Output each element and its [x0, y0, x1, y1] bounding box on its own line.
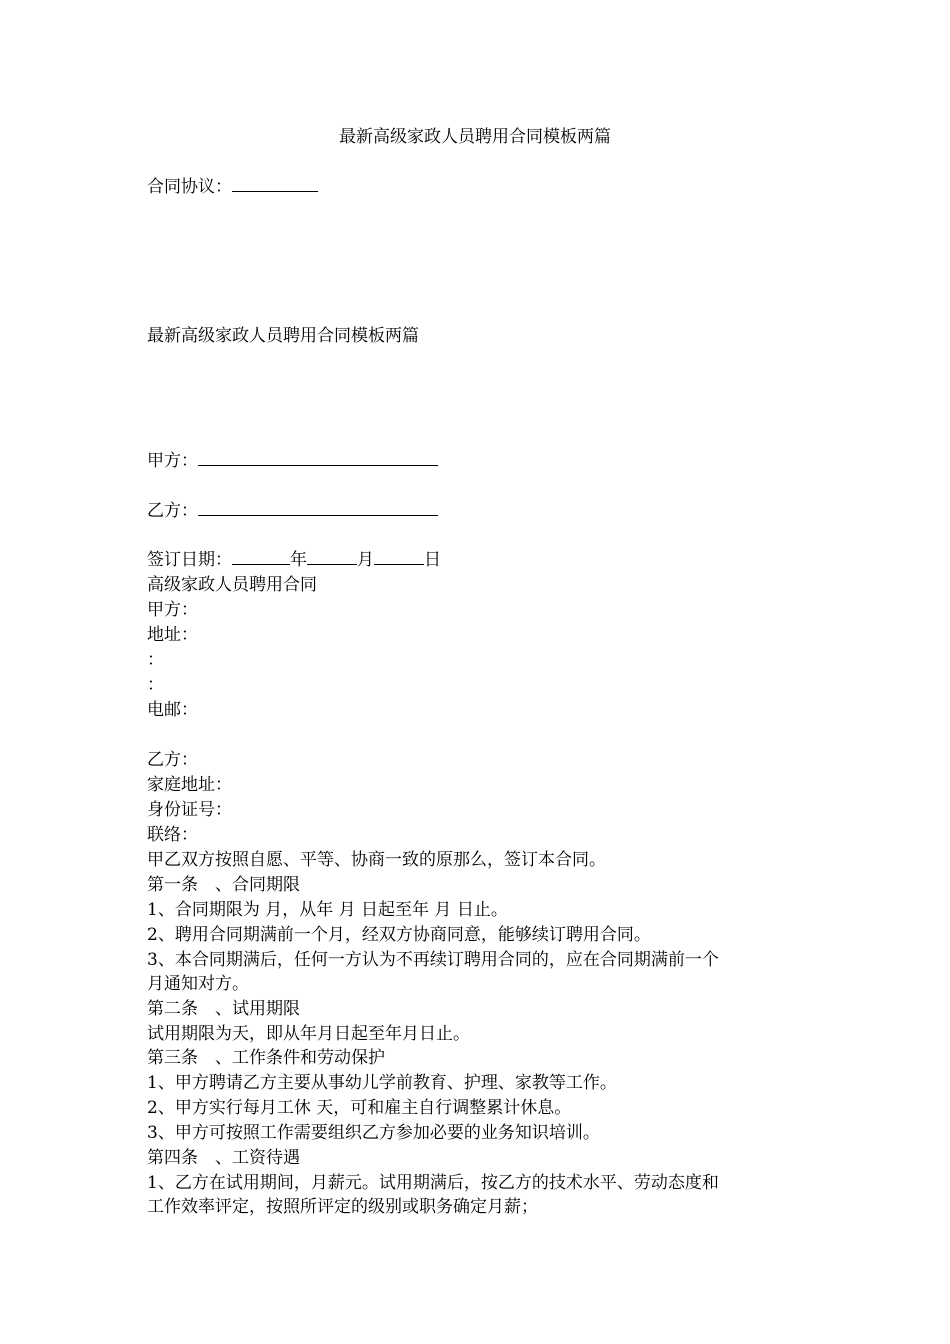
body-home-address: 家庭地址：	[147, 775, 232, 795]
article-4-clause-1b: 工作效率评定，按照所评定的级别或职务确定月薪；	[147, 1197, 538, 1217]
article-3-clause-3: 3、甲方可按照工作需要组织乙方参加必要的业务知识培训。	[147, 1123, 600, 1143]
cover-subtitle: 最新高级家政人员聘用合同模板两篇	[147, 326, 419, 346]
day-blank	[374, 548, 424, 565]
body-party-a: 甲方：	[147, 600, 198, 620]
party-b-label: 乙方：	[147, 501, 198, 521]
article-1-clause-3b: 月通知对方。	[147, 974, 249, 994]
body-id-number: 身份证号：	[147, 800, 232, 820]
body-colon-1: ：	[147, 650, 164, 670]
contract-agreement-blank	[232, 175, 318, 192]
article-3-title: 第三条 、工作条件和劳动保护	[147, 1048, 385, 1068]
article-1-clause-1: 1、合同期限为 月，从年 月 日起至年 月 日止。	[147, 900, 508, 920]
party-a-line	[147, 449, 438, 473]
sign-date-line	[147, 548, 441, 572]
body-contact: 联络：	[147, 825, 198, 845]
article-1-clause-2: 2、聘用合同期满前一个月，经双方协商同意，能够续订聘用合同。	[147, 925, 651, 945]
body-address: 地址：	[147, 625, 198, 645]
contract-title: 高级家政人员聘用合同	[147, 575, 317, 595]
party-b-blank	[198, 499, 438, 516]
party-b-line	[147, 499, 438, 523]
contract-agreement-line	[147, 175, 318, 199]
body-colon-2: ：	[147, 675, 164, 695]
article-2-title: 第二条 、试用期限	[147, 999, 300, 1019]
article-4-title: 第四条 、工资待遇	[147, 1148, 300, 1168]
article-3-clause-1: 1、甲方聘请乙方主要从事幼儿学前教育、护理、家教等工作。	[147, 1073, 617, 1093]
month-blank	[307, 548, 357, 565]
day-label: 日	[424, 550, 441, 570]
article-4-clause-1a: 1、乙方在试用期间，月薪元。试用期满后，按乙方的技术水平、劳动态度和	[147, 1173, 719, 1193]
party-a-blank	[198, 449, 438, 466]
article-2-clause-1: 试用期限为天，即从年月日起至年月日止。	[147, 1024, 470, 1044]
body-email: 电邮：	[147, 700, 198, 720]
contract-agreement-label: 合同协议：	[147, 177, 232, 197]
body-party-b: 乙方：	[147, 750, 198, 770]
article-3-clause-2: 2、甲方实行每月工休 天，可和雇主自行调整累计休息。	[147, 1098, 572, 1118]
body-intro: 甲乙双方按照自愿、平等、协商一致的原那么，签订本合同。	[147, 850, 606, 870]
document-title: 最新高级家政人员聘用合同模板两篇	[339, 127, 611, 147]
article-1-title: 第一条 、合同期限	[147, 875, 300, 895]
year-blank	[232, 548, 290, 565]
party-a-label: 甲方：	[147, 451, 198, 471]
sign-date-label: 签订日期：	[147, 550, 232, 570]
article-1-clause-3a: 3、本合同期满后，任何一方认为不再续订聘用合同的，应在合同期满前一个	[147, 950, 719, 970]
year-label: 年	[290, 550, 307, 570]
month-label: 月	[357, 550, 374, 570]
